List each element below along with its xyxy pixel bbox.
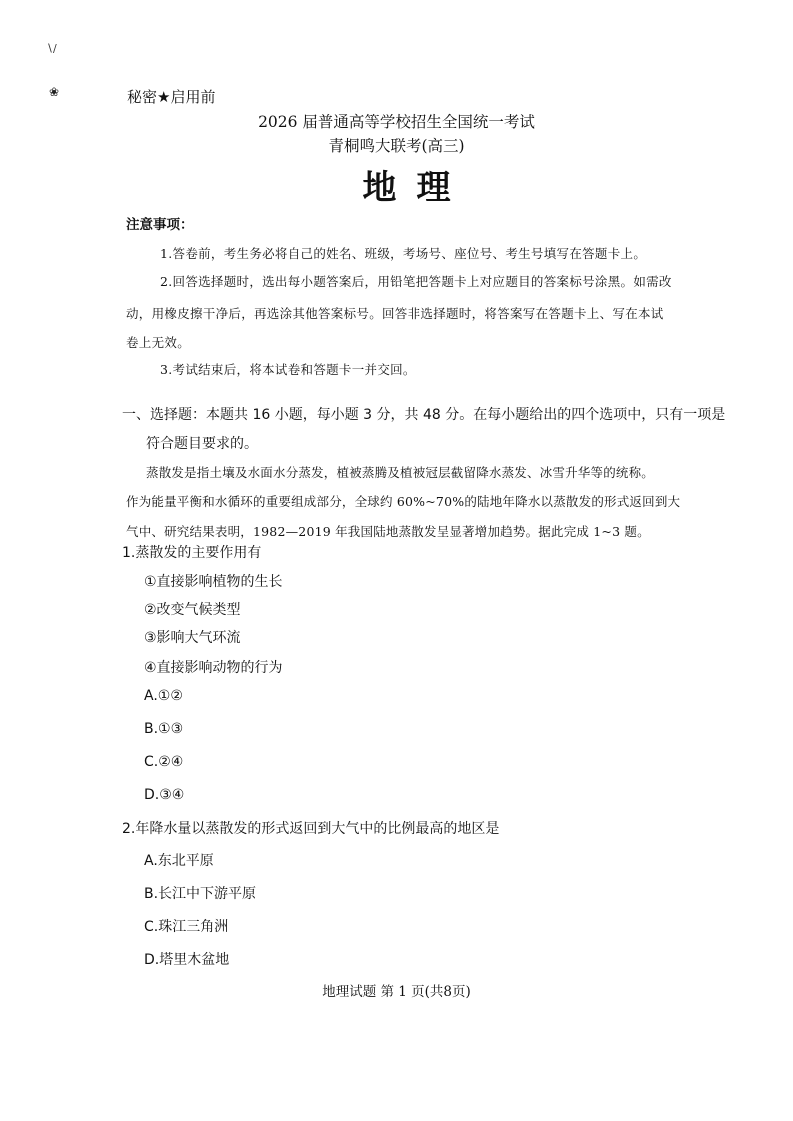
- question-1-option-a: A.①②: [144, 688, 183, 704]
- question-1-stem: 1.蒸散发的主要作用有: [122, 545, 262, 561]
- question-1-option-d: D.③④: [144, 787, 185, 803]
- section-heading: 一、选择题：本题共 16 小题，每小题 3 分，共 48 分。在每小题给出的四个选项中，只有一项是: [122, 407, 726, 423]
- notice-item-2-line-3: 卷上无效。: [126, 335, 191, 350]
- notice-item-3: 3.考试结束后，将本试卷和答题卡一并交回。: [160, 362, 416, 377]
- notice-item-1: 1.答卷前，考生务必将自己的姓名、班级，考场号、座位号、考生号填写在答题卡上。: [160, 246, 647, 261]
- question-1-item: ①直接影响植物的生长: [144, 574, 283, 590]
- passage-line-3: 气中、研究结果表明，1982—2019 年我国陆地蒸散发呈显著增加趋势。据此完成 1~3 题。: [126, 524, 650, 539]
- question-2-stem: 2.年降水量以蒸散发的形式返回到大气中的比例最高的地区是: [122, 821, 500, 837]
- passage-line-1: 蒸散发是指土壤及水面水分蒸发，植被蒸腾及植被冠层截留降水蒸发、冰雪升华等的统称。: [146, 465, 655, 480]
- exam-subtitle: 青桐鸣大联考(高三): [328, 137, 465, 155]
- corner-mark: ∖∕: [46, 42, 57, 55]
- seal-icon: ❀: [49, 85, 60, 99]
- question-1-item: ④直接影响动物的行为: [144, 660, 283, 676]
- subject-title: 地理: [362, 168, 471, 208]
- notice-item-2-line-2: 动，用橡皮擦干净后，再选涂其他答案标号。回答非选择题时，将答案写在答题卡上、写在本试: [126, 306, 664, 321]
- question-2-option-a: A.东北平原: [144, 853, 214, 869]
- section-heading-cont: 符合题目要求的。: [146, 436, 258, 452]
- page-footer: 地理试题 第 1 页(共8页): [322, 984, 471, 1000]
- question-1-option-c: C.②④: [144, 754, 184, 770]
- notice-item-2-line-1: 2.回答选择题时，选出每小题答案后，用铅笔把答题卡上对应题目的答案标号涂黑。如需改: [160, 274, 672, 289]
- question-1-option-b: B.①③: [144, 721, 184, 737]
- question-1-item: ②改变气候类型: [144, 602, 241, 618]
- notice-heading: 注意事项：: [126, 217, 194, 233]
- secret-label: 秘密★启用前: [127, 88, 216, 106]
- exam-title: 2026 届普通高等学校招生全国统一考试: [258, 113, 535, 131]
- question-2-option-d: D.塔里木盆地: [144, 952, 230, 968]
- question-2-option-c: C.珠江三角洲: [144, 919, 229, 935]
- question-2-option-b: B.长江中下游平原: [144, 886, 257, 902]
- question-1-item: ③影响大气环流: [144, 630, 241, 646]
- passage-line-2: 作为能量平衡和水循环的重要组成部分，全球约 60%~70%的陆地年降水以蒸散发的形式返回到大: [126, 494, 681, 509]
